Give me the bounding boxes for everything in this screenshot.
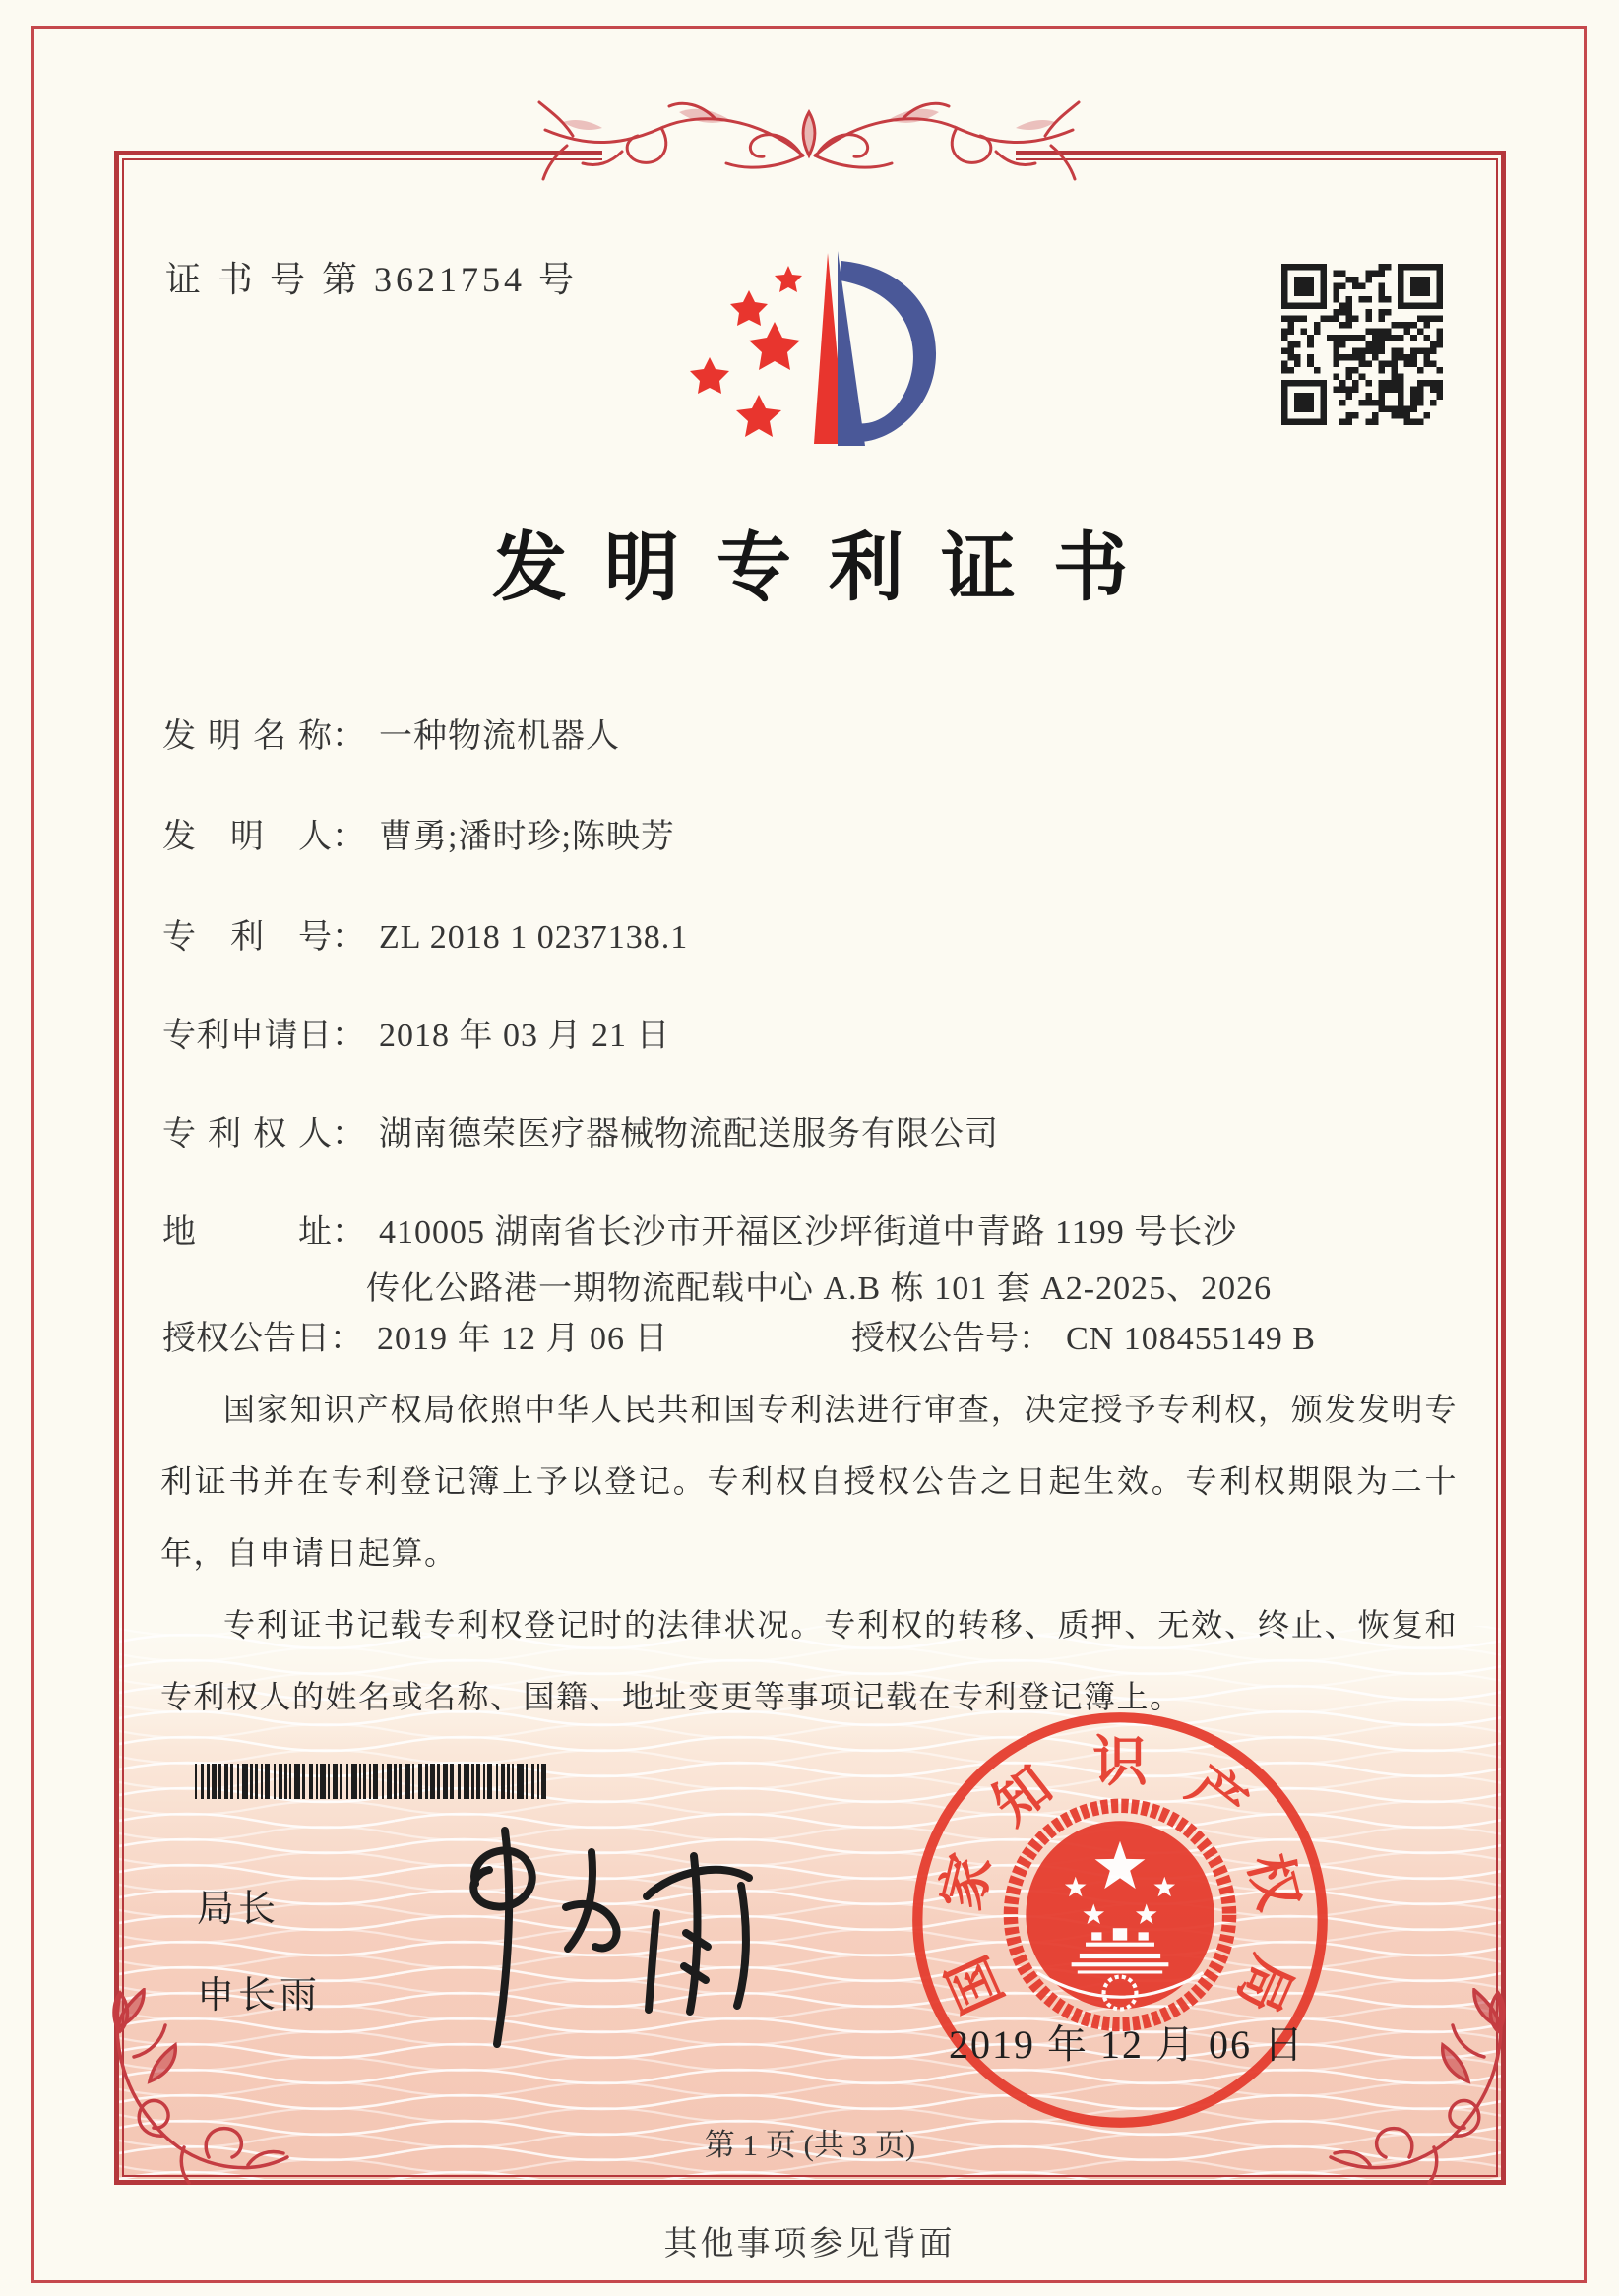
field-value: ZL 2018 1 0237138.1 [379,919,689,956]
field-label: 发明人 [162,819,332,855]
handwritten-signature [399,1823,792,2054]
grant-date-group: 授权公告日： 2019 年 12 月 06 日 [162,1321,669,1357]
svg-text:权: 权 [1236,1848,1309,1916]
field-label: 发明名称 [162,718,332,755]
legal-paragraph-2: 专利证书记载专利权登记时的法律状况。专利权的转移、质押、无效、终止、恢复和专利权人的姓名或名称、国籍、地址变更等事项记载在专利登记簿上。 [160,1607,1458,1714]
grant-date-value: 2019 年 12 月 06 日 [377,1321,669,1357]
grant-number-value: CN 108455149 B [1066,1321,1316,1357]
field-patent-number: 专利号： ZL 2018 1 0237138.1 [162,909,1481,958]
field-value: 湖南德荣医疗器械物流配送服务有限公司 [379,1116,999,1152]
field-label: 地址 [162,1214,332,1251]
svg-text:产: 产 [1176,1756,1257,1837]
svg-text:家: 家 [931,1848,1004,1916]
svg-text:局: 局 [1224,1947,1302,2021]
legal-paragraph-1: 国家知识产权局依照中华人民共和国专利法进行审查，决定授予专利权，颁发发明专利证书并在专利登记簿上予以登记。专利权自授权公告之日起生效。专利权期限为二十年，自申请日起算。 [160,1392,1458,1571]
qr-code-icon [1281,264,1443,425]
field-value: 2018 年 03 月 21 日 [379,1018,671,1054]
field-value: 410005 湖南省长沙市开福区沙坪街道中青路 1199 号长沙 [379,1214,1238,1251]
national-emblem [1011,1806,1229,2024]
field-patentee: 专利权人： 湖南德荣医疗器械物流配送服务有限公司 [162,1106,1481,1154]
director-name: 申长雨 [197,1975,322,2017]
field-address-line2: 传化公路港一期物流配载中心 A.B 栋 101 套 A2-2025、2026 [366,1271,1273,1307]
field-value: 一种物流机器人 [379,718,620,755]
legal-statement [160,1374,1458,1733]
certificate-number: 证 书 号 第 3621754 号 [165,260,579,299]
dragon-flourish-ornament [533,61,1085,233]
field-filing-date: 专利申请日： 2018 年 03 月 21 日 [162,1008,1481,1056]
back-side-note: 其他事项参见背面 [663,2226,956,2263]
field-address: 地址： 410005 湖南省长沙市开福区沙坪街道中青路 1199 号长沙 [162,1205,1481,1253]
grant-number-group: 授权公告号： CN 108455149 B [851,1321,1316,1357]
field-inventors: 发明人： 曹勇;潘时珍;陈映芳 [162,809,1481,857]
field-invention-name: 发明名称： 一种物流机器人 [162,709,1481,757]
grant-number-label: 授权公告号 [851,1321,1019,1357]
field-value: 曹勇;潘时珍;陈映芳 [379,819,675,855]
field-label: 专利申请日 [162,1018,332,1054]
barcode-icon [195,1764,551,1799]
svg-text:国: 国 [938,1947,1016,2021]
seal-date: 2019 年 12 月 06 日 [949,2022,1305,2067]
page-indicator: 第 1 页 (共 3 页) [704,2128,916,2162]
cnipa-patent-logo-icon [672,239,938,454]
certificate-title: 发明专利证书 [492,527,1165,610]
field-label: 专利权人 [162,1116,332,1152]
svg-text:识: 识 [1092,1733,1148,1794]
grant-date-label: 授权公告日 [162,1321,330,1357]
field-label: 专利号 [162,919,332,956]
director-title: 局长 [197,1889,280,1930]
grant-row [162,1311,1481,1359]
svg-text:知: 知 [983,1756,1064,1837]
